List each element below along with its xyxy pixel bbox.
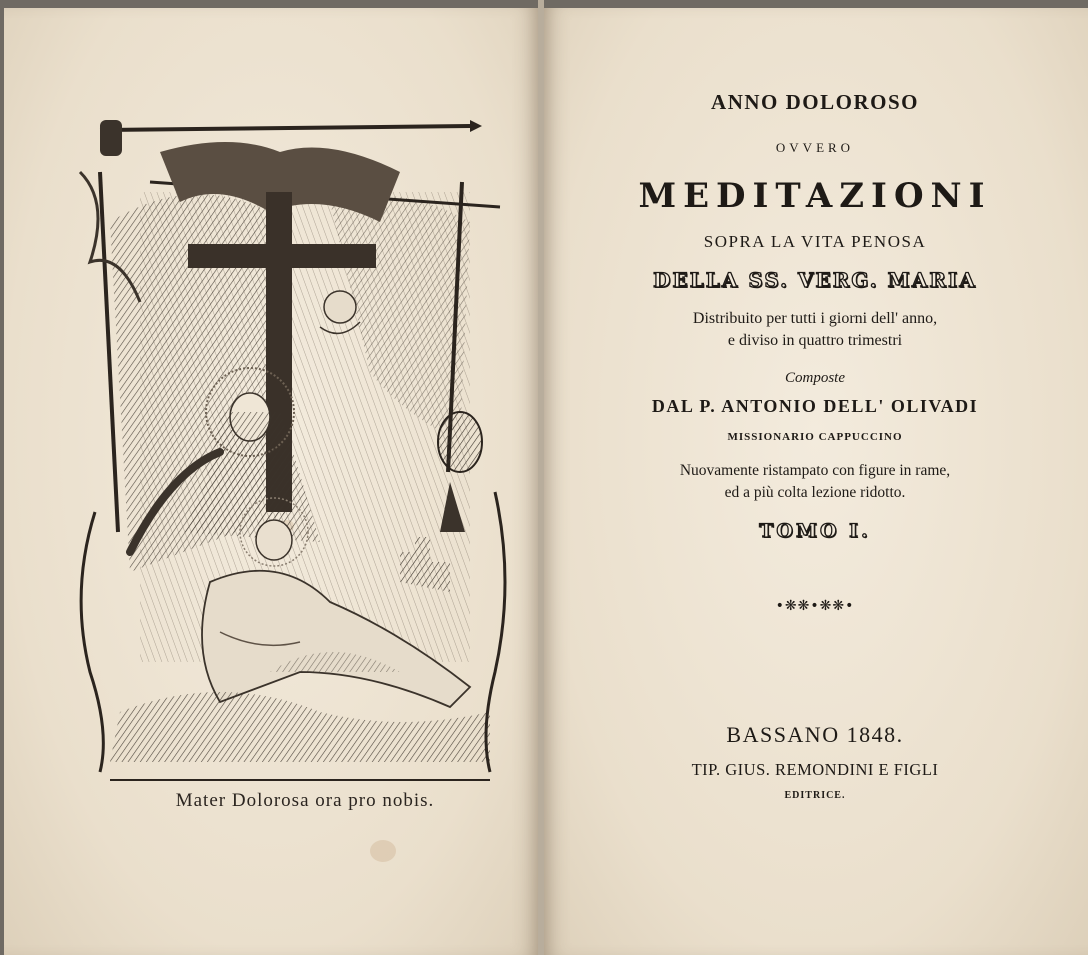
frontispiece-engraving [70,112,514,802]
imprint-printer-role: EDITRICE. [784,790,846,801]
paper-stain [370,840,396,862]
title-line-2: OVVERO [775,140,855,155]
description-line-2: e diviso in quattro trimestri [727,332,903,349]
imprint-printer: TIP. GIUS. REMONDINI E FIGLI [691,760,939,779]
frontispiece-caption: Mater Dolorosa ora pro nobis. [175,790,435,811]
edition-line-1: Nuovamente ristampato con figure in rame, [679,462,951,479]
imprint-place-year: BASSANO 1848. [726,722,904,747]
description-line-1: Distribuito per tutti i giorni dell' anno, [692,310,938,327]
edition-line-2: ed a più colta lezione ridotto. [724,484,906,501]
author-line: DAL P. ANTONIO DELL' OLIVADI [651,396,979,416]
composed-label: Composte [785,370,845,386]
author-role: MISSIONARIO CAPPUCCINO [727,431,903,443]
subject-line: DELLA SS. VERG. MARIA [653,268,977,292]
main-title: MEDITAZIONI [638,176,992,216]
ornament-divider: •❋❋•❋❋• [775,598,855,614]
title-line-1: ANNO DOLOROSO [711,90,919,114]
volume-label: TOMO I. [759,520,871,542]
subtitle: SOPRA LA VITA PENOSA [703,232,927,251]
